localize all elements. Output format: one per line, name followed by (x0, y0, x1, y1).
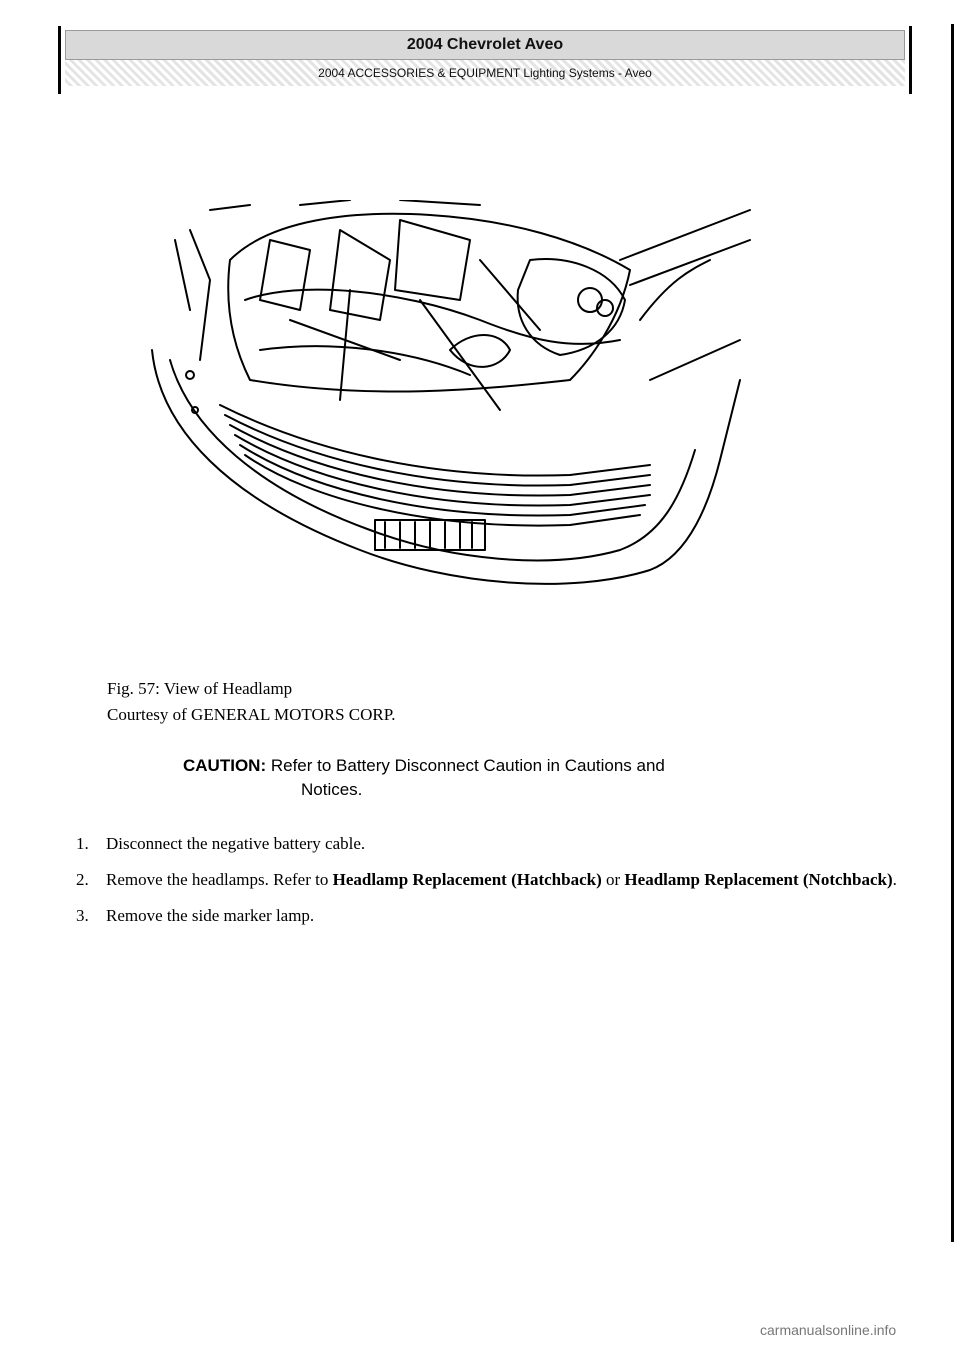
caution-text-line2: Notices. (301, 780, 363, 799)
step-text-post: . (892, 870, 897, 889)
headlamp-replacement-hatchback-link[interactable]: Headlamp Replacement (Hatchback) (332, 870, 602, 889)
step-number: 2. (76, 870, 89, 889)
caution-note (183, 754, 883, 802)
caution-label: CAUTION: (183, 756, 267, 775)
page-header (58, 26, 912, 94)
right-margin-rule (951, 24, 954, 1242)
caution-text-line1: Refer to Battery Disconnect Caution in Cautions and (270, 756, 665, 775)
header-title: 2004 Chevrolet Aveo (65, 30, 905, 60)
step-text-mid: or (601, 870, 625, 889)
step-text-pre: Remove the headlamps. Refer to (106, 870, 333, 889)
step-item (68, 904, 908, 928)
step-item (68, 868, 908, 892)
step-text: Remove the side marker lamp. (106, 906, 315, 925)
figure-caption-credit: Courtesy of GENERAL MOTORS CORP. (107, 705, 396, 724)
step-text: Disconnect the negative battery cable. (106, 834, 366, 853)
step-number: 1. (76, 834, 89, 853)
procedure-steps (68, 832, 908, 940)
figure-caption (107, 676, 396, 728)
header-subtitle: 2004 ACCESSORIES & EQUIPMENT Lighting Systems - Aveo (65, 60, 905, 86)
figure-caption-title: Fig. 57: View of Headlamp (107, 679, 293, 698)
step-number: 3. (76, 906, 89, 925)
site-watermark: carmanualsonline.info (760, 1322, 897, 1338)
headlamp-illustration (150, 200, 770, 620)
step-item (68, 832, 908, 856)
headlamp-replacement-notchback-link[interactable]: Headlamp Replacement (Notchback) (624, 870, 893, 889)
